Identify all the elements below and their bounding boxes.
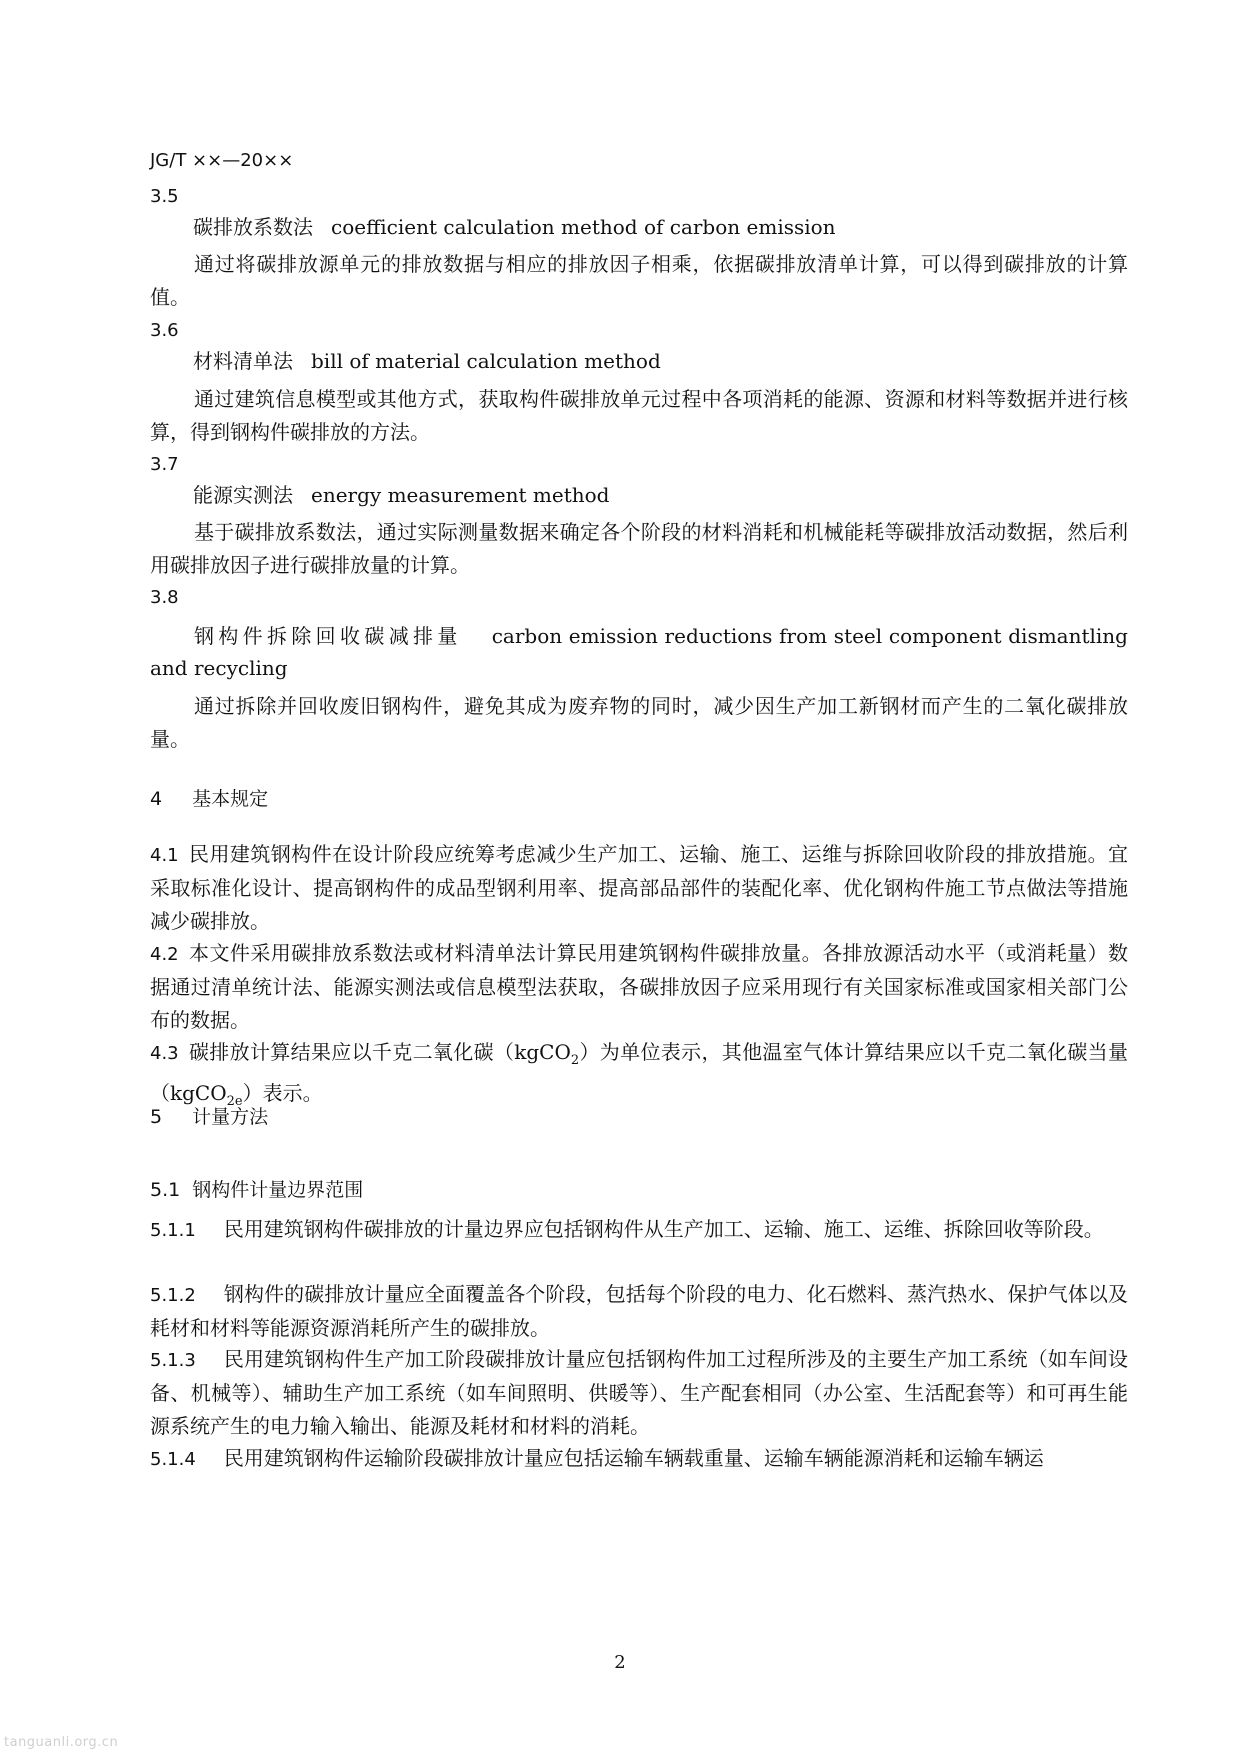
section-title: 计量方法 <box>192 1106 269 1128</box>
term-number: 3.5 <box>150 186 179 207</box>
clause-text: 钢构件的碳排放计量应全面覆盖各个阶段，包括每个阶段的电力、化石燃料、蒸汽热水、保护气体以及耗材和材料等能源资源消耗所产生的碳排放。 <box>150 1282 1128 1340</box>
term-heading <box>193 482 609 508</box>
section-heading <box>150 786 268 812</box>
watermark: tanguanli.org.cn <box>4 1735 119 1750</box>
term-definition: 通过建筑信息模型或其他方式，获取构件碳排放单元过程中各项消耗的能源、资源和材料等数据并进行核算，得到钢构件碳排放的方法。 <box>150 387 1128 444</box>
clause-text: 民用建筑钢构件在设计阶段应统筹考虑减少生产加工、运输、施工、运维与拆除回收阶段的排放措施。宜采取标准化设计、提高钢构件的成品型钢利用率、提高部品部件的装配化率、优化钢构件施工节点做法等措施减少碳排放。 <box>150 842 1128 933</box>
term-number: 3.6 <box>150 320 179 341</box>
clause-number: 4.2 <box>150 944 179 965</box>
clause-text: 本文件采用碳排放系数法或材料清单法计算民用建筑钢构件碳排放量。各排放源活动水平（或消耗量）数据通过清单统计法、能源实测法或信息模型法获取，各碳排放因子应采用现行有关国家标准或国家相关部门公布的数据。 <box>150 941 1128 1032</box>
clause <box>150 1343 1128 1443</box>
clause-text: 民用建筑钢构件运输阶段碳排放计量应包括运输车辆载重量、运输车辆能源消耗和运输车辆运 <box>223 1446 1044 1470</box>
clause <box>150 838 1128 938</box>
subsection-heading <box>150 1177 363 1203</box>
clause-number: 4.3 <box>150 1043 179 1064</box>
clause-text: 民用建筑钢构件生产加工阶段碳排放计量应包括钢构件加工过程所涉及的主要生产加工系统（如车间设备、机械等）、辅助生产加工系统（如车间照明、供暖等）、生产配套相同（办公室、生活配套等）和可再生能源系统产生的电力输入输出、能源及耗材和材料的消耗。 <box>150 1347 1128 1438</box>
term-heading <box>193 348 661 374</box>
clause-text-part: 碳排放计算结果应以千克二氧化碳（kgCO <box>188 1040 571 1064</box>
clause-number: 5.1.1 <box>150 1220 196 1241</box>
clause <box>150 1036 1128 1118</box>
clause <box>150 937 1128 1037</box>
term-chinese: 材料清单法 <box>193 349 293 373</box>
doc-code-header: JG/T ××—20×× <box>150 150 294 171</box>
term-chinese: 能源实测法 <box>193 483 293 507</box>
clause-text: 民用建筑钢构件碳排放的计量边界应包括钢构件从生产加工、运输、施工、运维、拆除回收等阶段。 <box>223 1217 1104 1241</box>
clause-number: 4.1 <box>150 845 179 866</box>
term-english: coefficient calculation method of carbon emission <box>331 215 836 239</box>
clause-text-part: ）为单位表示，其他温室气体计算结果应以千克二氧化碳当量（kgCO <box>150 1040 1129 1105</box>
clause-text-part: ）表示。 <box>242 1081 323 1105</box>
term-definition: 基于碳排放系数法，通过实际测量数据来确定各个阶段的材料消耗和机械能耗等碳排放活动数据，然后利用碳排放因子进行碳排放量的计算。 <box>150 520 1128 577</box>
term-number: 3.7 <box>150 454 179 475</box>
clause <box>150 1213 1128 1247</box>
section-heading <box>150 1104 268 1130</box>
clause-number: 5.1.2 <box>150 1285 196 1306</box>
term-heading <box>150 620 1128 684</box>
term-chinese: 碳排放系数法 <box>193 215 313 239</box>
page-number: 2 <box>614 1652 626 1673</box>
clause <box>150 1278 1128 1345</box>
term-english: bill of material calculation method <box>311 349 661 373</box>
term-english: energy measurement method <box>311 483 610 507</box>
term-chinese: 钢构件拆除回收碳减排量 <box>194 624 462 648</box>
clause-number: 5.1.3 <box>150 1350 196 1371</box>
section-number: 4 <box>150 788 163 810</box>
term-english: carbon emission reductions from steel component dismantling and recycling <box>150 624 1128 680</box>
subsection-number: 5.1 <box>150 1179 181 1201</box>
term-definition: 通过拆除并回收废旧钢构件，避免其成为废弃物的同时，减少因生产加工新钢材而产生的二氧化碳排放量。 <box>150 694 1128 751</box>
subscript: 2 <box>570 1053 580 1068</box>
term-number: 3.8 <box>150 587 179 608</box>
clause-number: 5.1.4 <box>150 1449 196 1470</box>
term-definition: 通过将碳排放源单元的排放数据与相应的排放因子相乘，依据碳排放清单计算，可以得到碳排放的计算值。 <box>150 252 1128 309</box>
subscript: 2e <box>226 1094 243 1109</box>
section-title: 基本规定 <box>192 788 269 810</box>
subsection-title: 钢构件计量边界范围 <box>192 1179 364 1201</box>
clause <box>150 1442 1128 1475</box>
section-number: 5 <box>150 1106 163 1128</box>
term-heading <box>193 214 836 240</box>
